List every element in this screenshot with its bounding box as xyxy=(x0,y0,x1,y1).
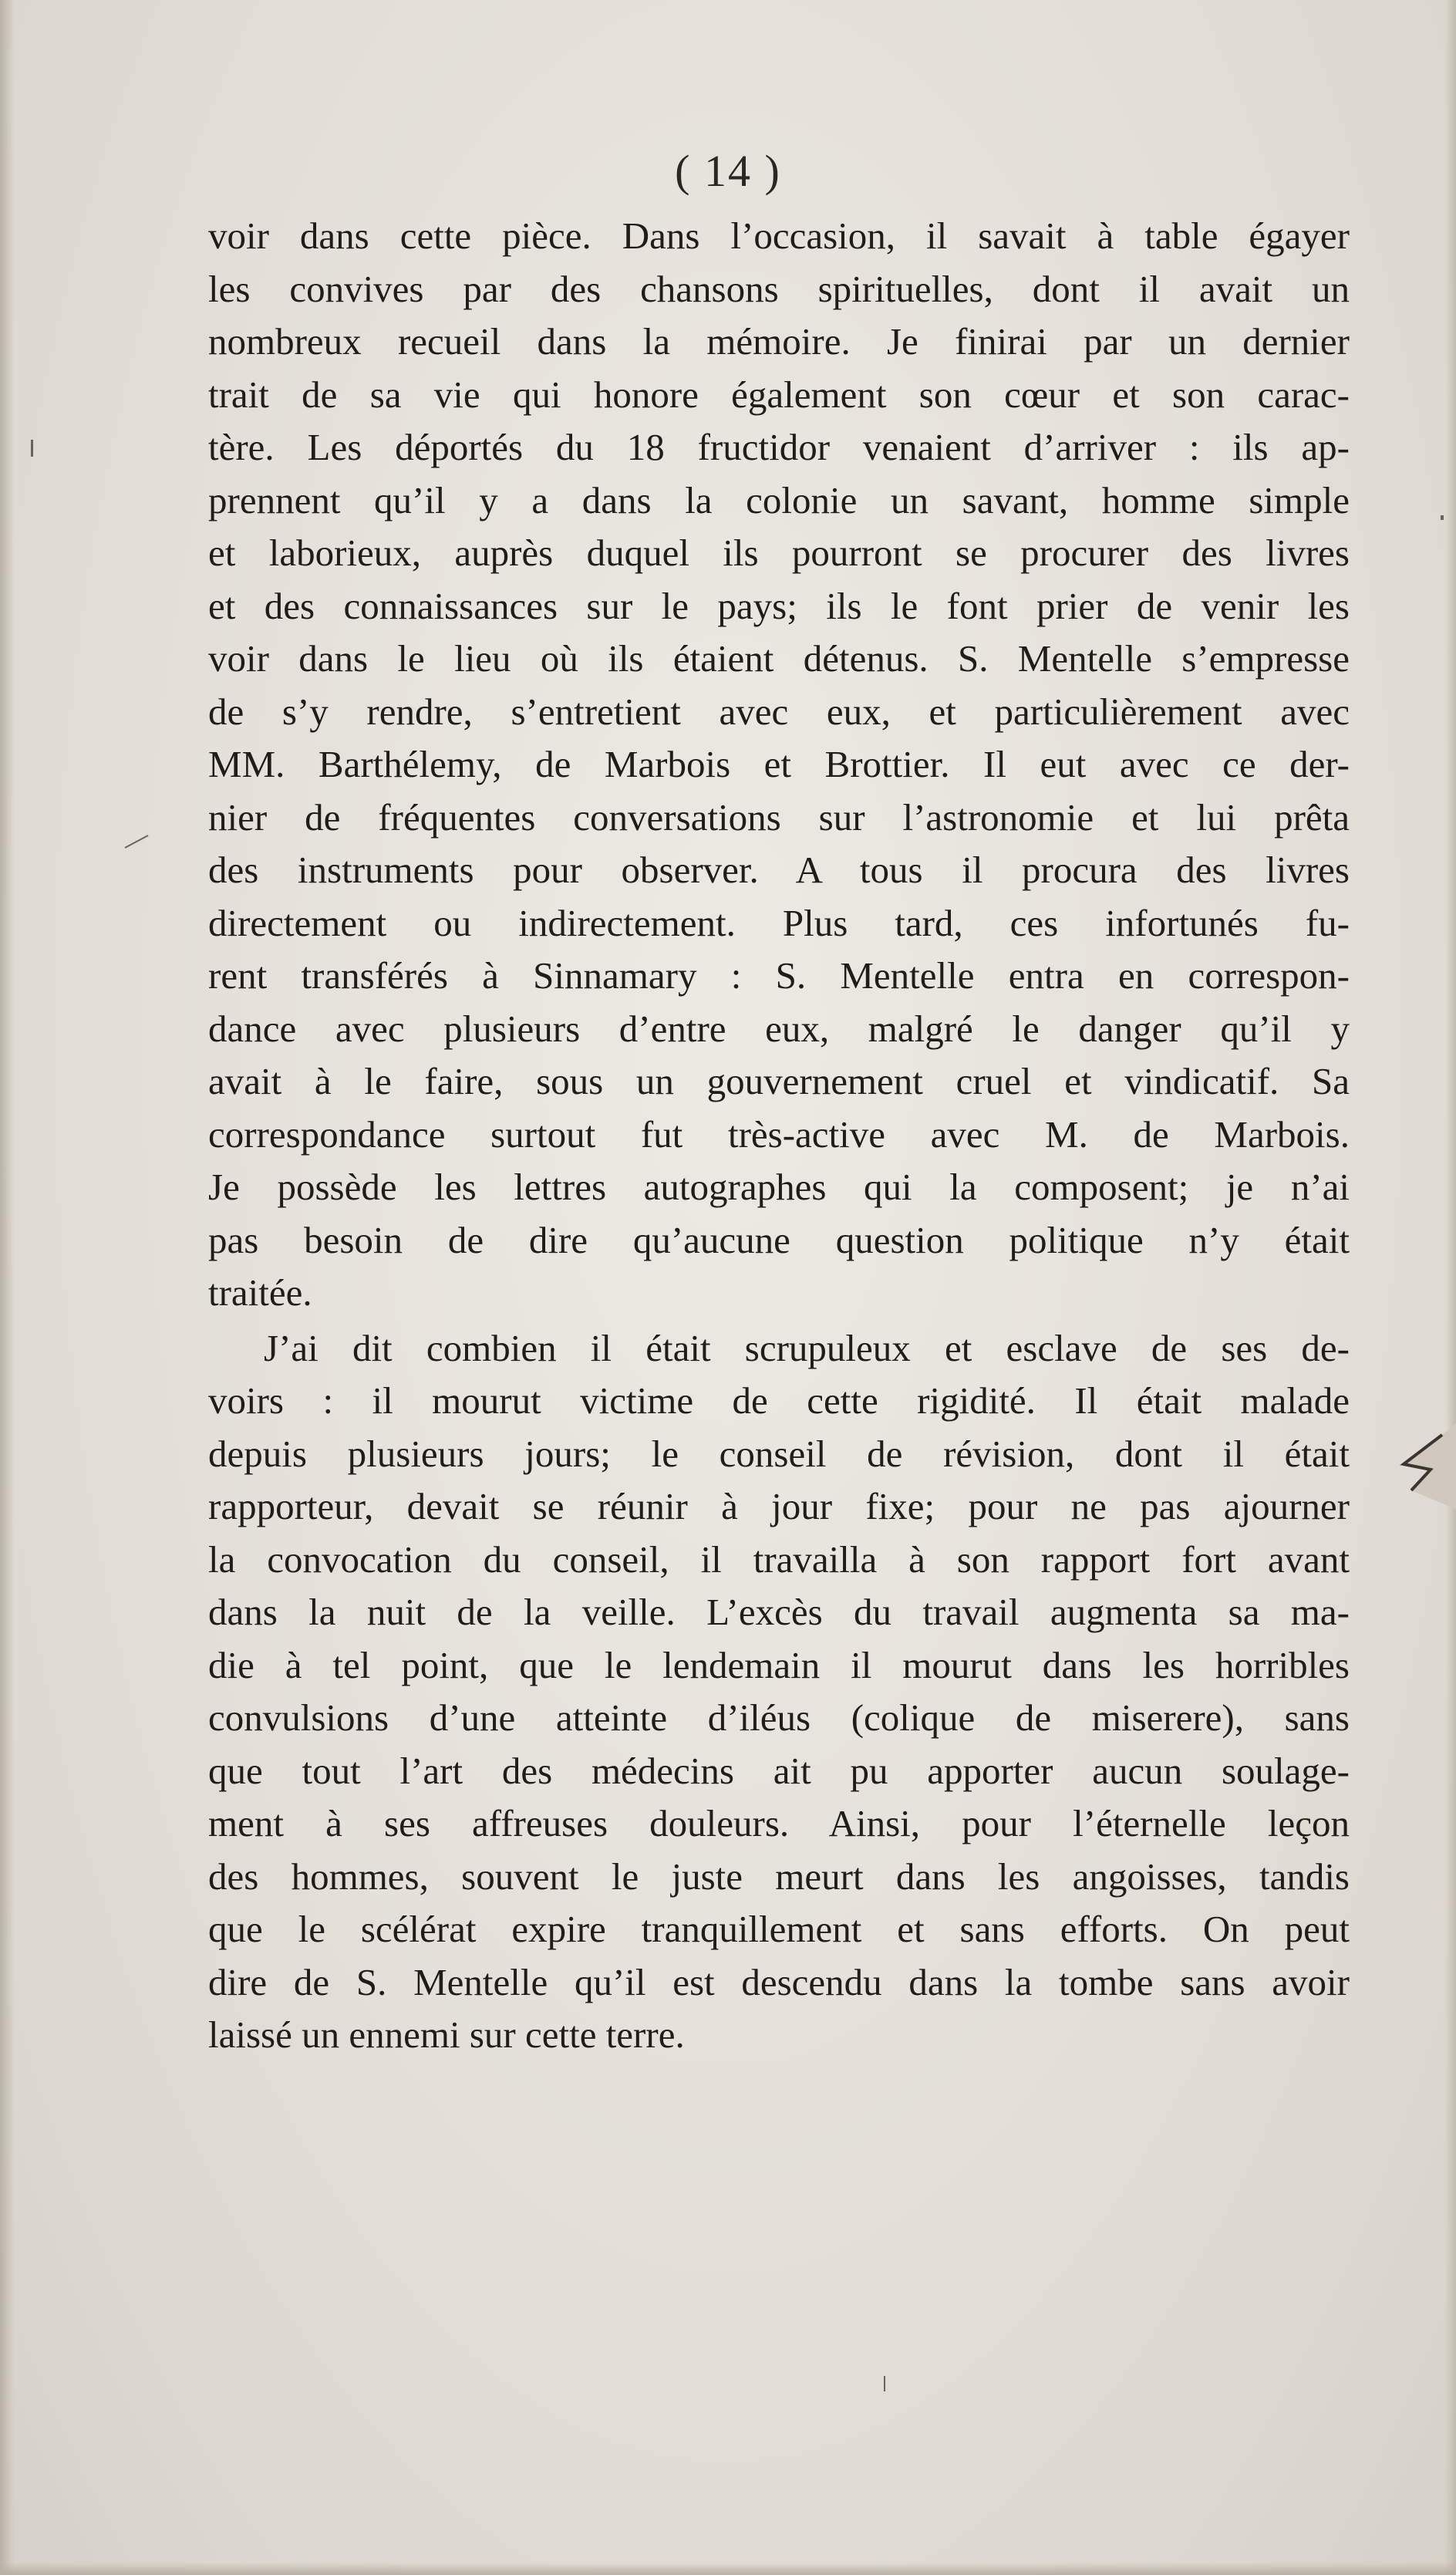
text-line: die à tel point, que le lendemain il mourut dans les horribles xyxy=(208,1643,1350,1686)
paper-blemish xyxy=(31,440,33,457)
text-line: voir dans le lieu où ils étaient détenus. S. Mentelle s’empresse xyxy=(208,637,1350,680)
text-line: prennent qu’il y a dans la colonie un savant, homme simple xyxy=(208,478,1350,521)
body-text xyxy=(208,210,1350,2062)
text-line: MM. Barthélemy, de Marbois et Brottier. Il eut avec ce der- xyxy=(208,743,1350,785)
text-line: Je possède les lettres autographes qui la composent; je n’ai xyxy=(208,1166,1350,1208)
text-line: rent transférés à Sinnamary : S. Mentelle entra en correspon- xyxy=(208,954,1350,997)
paper-blemish xyxy=(1441,515,1444,520)
text-line: traitée. xyxy=(208,1271,312,1314)
text-line: convulsions d’une atteinte d’iléus (colique de miserere), sans xyxy=(208,1696,1350,1739)
page-number: ( 14 ) xyxy=(675,146,781,196)
paper-blemish xyxy=(884,2376,885,2391)
torn-paper-corner xyxy=(1388,1404,1456,1520)
text-line: nombreux recueil dans la mémoire. Je finirai par un dernier xyxy=(208,320,1350,363)
text-line: directement ou indirectement. Plus tard, ces infortunés fu- xyxy=(208,901,1350,944)
text-line: la convocation du conseil, il travailla à son rapport fort avant xyxy=(208,1537,1350,1581)
text-line: correspondance surtout fut très-active avec M. de Marbois. xyxy=(208,1112,1350,1156)
text-line: nier de fréquentes conversations sur l’astronomie et lui prêta xyxy=(208,795,1350,839)
text-line: que tout l’art des médecins ait pu apporter aucun soulage- xyxy=(208,1749,1350,1792)
text-line: dans la nuit de la veille. L’excès du travail augmenta sa ma- xyxy=(208,1591,1350,1633)
text-line: que le scélérat expire tranquillement et sans efforts. On peut xyxy=(208,1908,1350,1950)
text-line: pas besoin de dire qu’aucune question politique n’y était xyxy=(208,1218,1350,1261)
text-line: des hommes, souvent le juste meurt dans les angoisses, tandis xyxy=(208,1854,1350,1898)
text-line: tère. Les déportés du 18 fructidor venaient d’arriver : ils ap- xyxy=(208,426,1350,468)
text-line: voir dans cette pièce. Dans l’occasion, il savait à table égayer xyxy=(208,214,1350,257)
paragraph xyxy=(208,210,1350,1320)
page-edge-bottom xyxy=(0,2563,1456,2575)
text-line: des instruments pour observer. A tous il procura des livres xyxy=(208,849,1350,891)
text-line: ment à ses affreuses douleurs. Ainsi, pour l’éternelle leçon xyxy=(208,1802,1350,1844)
text-line: J’ai dit combien il était scrupuleux et esclave de ses de- xyxy=(264,1326,1350,1369)
text-line: les convives par des chansons spirituelles, dont il avait un xyxy=(208,267,1350,310)
text-line: rapporteur, devait se réunir à jour fixe; pour ne pas ajourner xyxy=(208,1485,1350,1527)
text-line: depuis plusieurs jours; le conseil de révision, dont il était xyxy=(208,1432,1350,1475)
page-edge-right xyxy=(1445,0,1456,2575)
paper-blemish xyxy=(125,835,149,849)
text-line: voirs : il mourut victime de cette rigidité. Il était malade xyxy=(208,1379,1350,1422)
paragraph xyxy=(208,1322,1350,2062)
text-line: de s’y rendre, s’entretient avec eux, et particulièrement avec xyxy=(208,690,1350,733)
text-line: et des connaissances sur le pays; ils le font prier de venir les xyxy=(208,584,1350,627)
text-line: dance avec plusieurs d’entre eux, malgré le danger qu’il y xyxy=(208,1007,1350,1050)
text-line: avait à le faire, sous un gouvernement cruel et vindicatif. Sa xyxy=(208,1060,1350,1102)
text-line: et laborieux, auprès duquel ils pourront se procurer des livres xyxy=(208,532,1350,574)
text-line: trait de sa vie qui honore également son cœur et son carac- xyxy=(208,373,1350,416)
text-line: laissé un ennemi sur cette terre. xyxy=(208,2013,685,2056)
text-line: dire de S. Mentelle qu’il est descendu dans la tombe sans avoir xyxy=(208,1960,1350,2003)
page-edge-left xyxy=(0,0,14,2575)
